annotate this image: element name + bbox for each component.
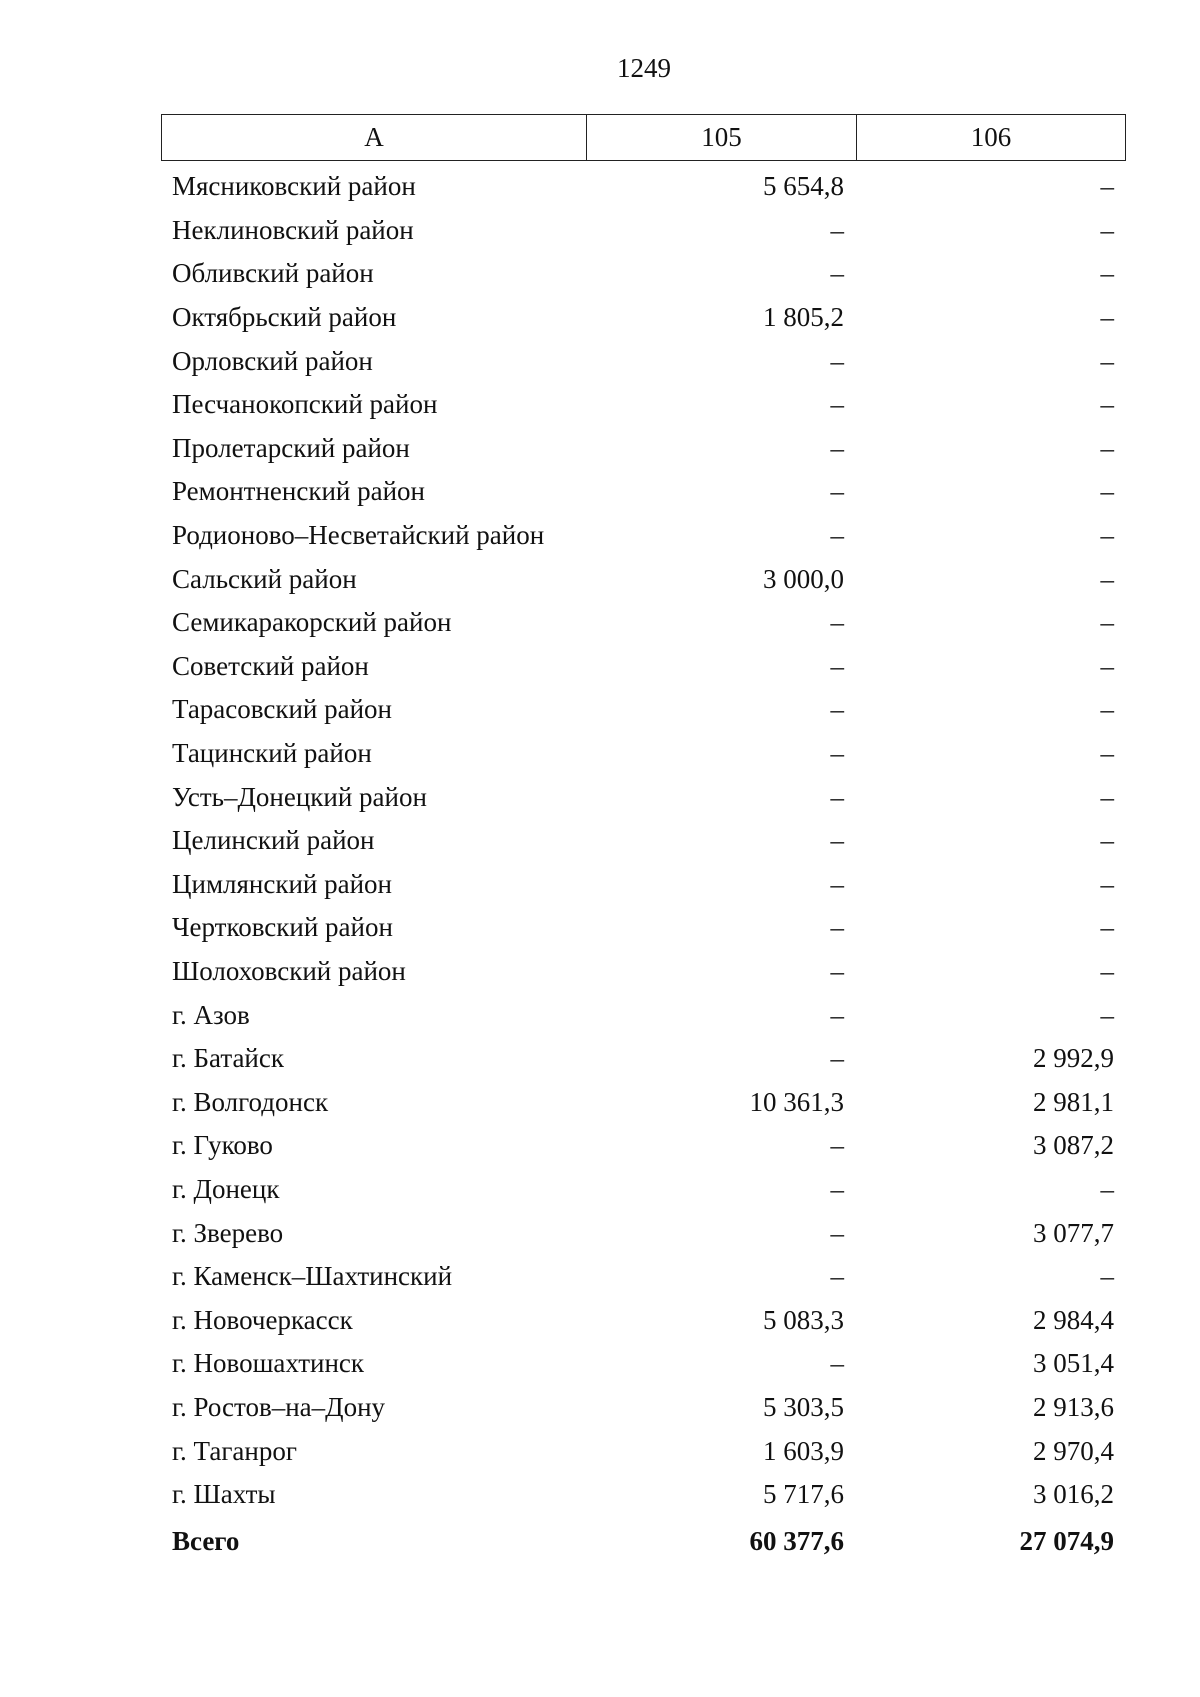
row-value-106: 2 970,4 [1033, 1435, 1114, 1466]
row-territory-name: г. Донецк [172, 1173, 280, 1204]
row-territory-name: Тацинский район [172, 738, 372, 769]
table-row [161, 775, 1126, 819]
row-value-105: 5 717,6 [763, 1479, 844, 1510]
row-value-105: – [830, 781, 844, 812]
table-row [161, 252, 1126, 296]
row-territory-name: г. Волгодонск [172, 1086, 329, 1117]
row-value-106: – [1100, 694, 1114, 725]
row-value-105: – [830, 520, 844, 551]
table-row [161, 601, 1126, 645]
row-value-105: – [830, 607, 844, 638]
row-territory-name: Сальский район [172, 563, 357, 594]
row-value-106: – [1100, 476, 1114, 507]
row-territory-name: Орловский район [172, 345, 373, 376]
row-value-105: 1 603,9 [763, 1435, 844, 1466]
table-row [161, 427, 1126, 471]
row-territory-name: Целинский район [172, 825, 375, 856]
row-value-106: 3 051,4 [1033, 1348, 1114, 1379]
row-value-105: – [830, 1261, 844, 1292]
row-value-106: – [1100, 738, 1114, 769]
table-row [161, 557, 1126, 601]
table-row [161, 1429, 1126, 1473]
row-value-106: – [1100, 302, 1114, 333]
table-row [161, 906, 1126, 950]
page-number: 1249 [617, 53, 671, 83]
row-territory-name: г. Новошахтинск [172, 1348, 364, 1379]
table-row [161, 732, 1126, 776]
row-territory-name: Семикаракорский район [172, 607, 452, 638]
row-value-105: – [830, 1043, 844, 1074]
data-table [161, 114, 1126, 1566]
row-value-105: 5 083,3 [763, 1304, 844, 1335]
row-value-106: – [1100, 825, 1114, 856]
row-value-106: – [1100, 563, 1114, 594]
row-value-105: – [830, 1348, 844, 1379]
row-value-106: – [1100, 171, 1114, 202]
row-value-105: – [830, 1173, 844, 1204]
row-value-106: – [1100, 955, 1114, 986]
row-value-105: 3 000,0 [763, 563, 844, 594]
row-value-105: – [830, 1217, 844, 1248]
row-value-105: – [830, 476, 844, 507]
total-value-105: 60 377,6 [749, 1525, 844, 1556]
row-value-106: – [1100, 868, 1114, 899]
row-territory-name: Ремонтненский район [172, 476, 425, 507]
row-territory-name: Октябрьский район [172, 302, 397, 333]
row-territory-name: г. Зверево [172, 1217, 284, 1248]
row-value-106: 3 087,2 [1033, 1130, 1114, 1161]
row-value-105: – [830, 432, 844, 463]
row-value-105: 5 654,8 [763, 171, 844, 202]
row-value-105: – [830, 1130, 844, 1161]
row-value-106: – [1100, 520, 1114, 551]
row-value-106: 2 984,4 [1033, 1304, 1114, 1335]
table-row [161, 339, 1126, 383]
row-territory-name: Обливский район [172, 258, 374, 289]
table-body [161, 165, 1126, 1516]
row-territory-name: г. Новочеркасск [172, 1304, 353, 1335]
table-row [161, 1211, 1126, 1255]
row-territory-name: Шолоховский район [172, 955, 406, 986]
table-total-row [161, 1516, 1126, 1566]
table-row [161, 819, 1126, 863]
row-territory-name: Мясниковский район [172, 171, 416, 202]
row-territory-name: Пролетарский район [172, 432, 410, 463]
table-row [161, 165, 1126, 209]
row-territory-name: г. Каменск–Шахтинский [172, 1261, 453, 1292]
row-value-105: – [830, 868, 844, 899]
table-row [161, 993, 1126, 1037]
row-value-105: – [830, 955, 844, 986]
table-row [161, 1473, 1126, 1517]
table-row [161, 688, 1126, 732]
row-value-105: – [830, 345, 844, 376]
row-value-105: – [830, 912, 844, 943]
total-label: Всего [172, 1525, 240, 1556]
row-value-106: 2 913,6 [1033, 1391, 1114, 1422]
row-territory-name: г. Шахты [172, 1479, 276, 1510]
table-row [161, 1386, 1126, 1430]
row-territory-name: Песчанокопский район [172, 389, 438, 420]
row-value-106: 2 992,9 [1033, 1043, 1114, 1074]
row-value-106: – [1100, 650, 1114, 681]
row-value-105: – [830, 214, 844, 245]
row-value-106: – [1100, 607, 1114, 638]
table-row [161, 1298, 1126, 1342]
row-value-106: – [1100, 1261, 1114, 1292]
row-territory-name: Усть–Донецкий район [172, 781, 427, 812]
row-territory-name: Неклиновский район [172, 214, 414, 245]
row-territory-name: г. Батайск [172, 1043, 284, 1074]
row-territory-name: Чертковский район [172, 912, 393, 943]
row-territory-name: г. Ростов–на–Дону [172, 1391, 386, 1422]
row-territory-name: Тарасовский район [172, 694, 392, 725]
table-row [161, 1124, 1126, 1168]
table-header-row [161, 114, 1126, 161]
table-row [161, 1080, 1126, 1124]
row-value-105: – [830, 999, 844, 1030]
row-territory-name: Цимлянский район [172, 868, 393, 899]
row-value-106: 3 016,2 [1033, 1479, 1114, 1510]
row-value-105: – [830, 825, 844, 856]
row-value-106: – [1100, 258, 1114, 289]
row-value-105: 5 303,5 [763, 1391, 844, 1422]
table-row [161, 209, 1126, 253]
row-value-105: – [830, 738, 844, 769]
row-value-106: – [1100, 345, 1114, 376]
row-value-106: – [1100, 389, 1114, 420]
row-value-105: 10 361,3 [749, 1086, 844, 1117]
row-value-105: – [830, 694, 844, 725]
total-value-106: 27 074,9 [1019, 1525, 1114, 1556]
row-value-106: – [1100, 781, 1114, 812]
row-value-105: – [830, 650, 844, 681]
row-value-105: 1 805,2 [763, 302, 844, 333]
row-territory-name: г. Азов [172, 999, 250, 1030]
table-row [161, 863, 1126, 907]
row-value-106: – [1100, 1173, 1114, 1204]
row-territory-name: Советский район [172, 650, 369, 681]
row-value-106: – [1100, 432, 1114, 463]
row-value-106: 3 077,7 [1033, 1217, 1114, 1248]
table-row [161, 383, 1126, 427]
table-row [161, 1168, 1126, 1212]
row-value-105: – [830, 258, 844, 289]
table-row [161, 1037, 1126, 1081]
table-row [161, 470, 1126, 514]
row-value-106: 2 981,1 [1033, 1086, 1114, 1117]
table-row [161, 1342, 1126, 1386]
row-value-106: – [1100, 999, 1114, 1030]
row-territory-name: г. Таганрог [172, 1435, 297, 1466]
table-row [161, 950, 1126, 994]
header-cell-105: 105 [587, 115, 857, 160]
row-territory-name: Родионово–Несветайский район [172, 520, 545, 551]
header-cell-a: А [162, 115, 587, 160]
table-row [161, 645, 1126, 689]
table-row [161, 1255, 1126, 1299]
table-row [161, 296, 1126, 340]
row-value-106: – [1100, 214, 1114, 245]
row-territory-name: г. Гуково [172, 1130, 273, 1161]
row-value-106: – [1100, 912, 1114, 943]
table-row [161, 514, 1126, 558]
row-value-105: – [830, 389, 844, 420]
header-cell-106: 106 [970, 122, 1012, 152]
